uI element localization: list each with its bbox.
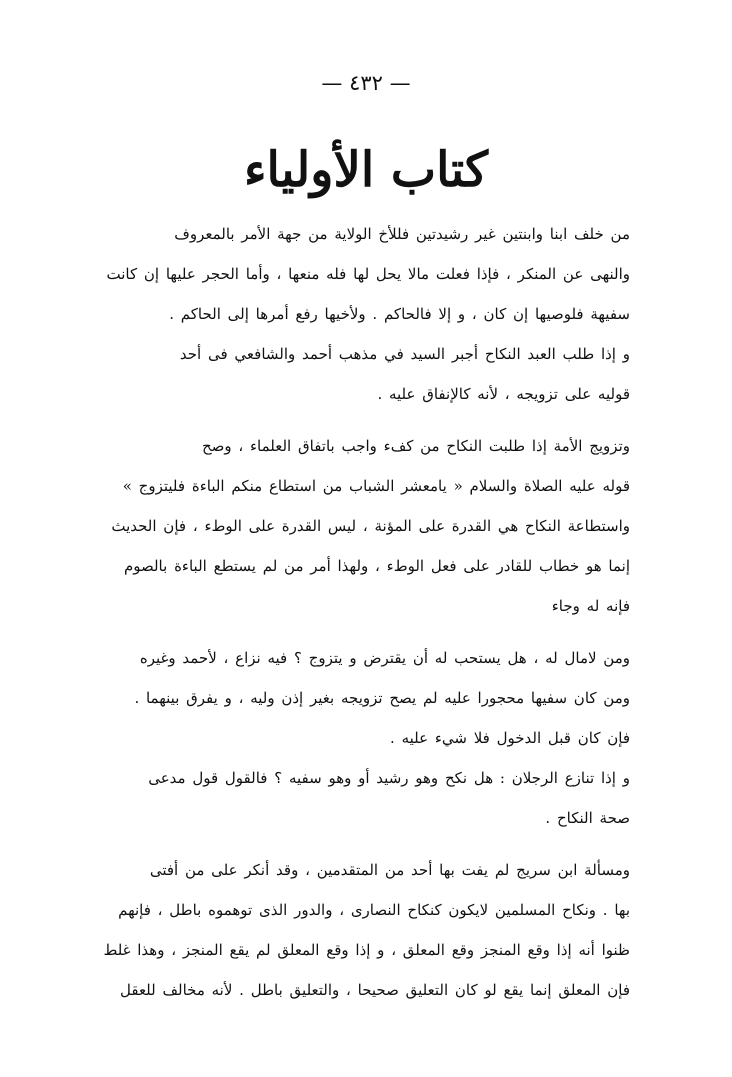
text-line: ظنوا أنه إذا وقع المنجز وقع المعلق ، و إذا وقع المعلق لم يقع المنجز ، وهذا غلط [103, 941, 630, 959]
text-line: فإن كان قبل الدخول فلا شيء عليه . [390, 729, 630, 747]
text-line: صحة النكاح . [545, 809, 630, 827]
chapter-title: كتاب الأولياء [243, 142, 489, 198]
text-line: من خلف ابنا وابنتين غير رشيدتين فللأخ الولاية من جهة الأمر بالمعروف [174, 225, 630, 243]
body-text [100, 214, 630, 1010]
text-line: ومسألة ابن سريج لم يفت بها أحد من المتقدمين ، وقد أنكر على من أفتى [149, 861, 630, 879]
text-line: قوليه على تزويجه ، لأنه كالإنفاق عليه . [377, 385, 630, 403]
page-number: — ٤٣٢ — [321, 71, 411, 95]
text-line: واستطاعة النكاح هي القدرة على المؤنة ، ليس القدرة على الوطء ، فإن الحديث [111, 517, 630, 535]
text-line: فإنه له وجاء [551, 597, 630, 615]
text-line: و إذا تنازع الرجلان : هل نكح وهو رشيد أو وهو سفيه ؟ فالقول قول مدعى [148, 769, 630, 787]
text-line: ومن لامال له ، هل يستحب له أن يقترض و يتزوج ؟ فيه نزاع ، لأحمد وغيره [139, 649, 630, 667]
text-line: سفيهة فلوصيها إن كان ، و إلا فالحاكم . ولأخيها رفع أمرها إلى الحاكم . [169, 305, 630, 323]
text-line: و إذا طلب العبد النكاح أجبر السيد في مذهب أحمد والشافعي فى أحد [179, 345, 630, 363]
text-line: فإن المعلق إنما يقع لو كان التعليق صحيحا ، والتعليق باطل . لأنه مخالف للعقل [120, 981, 630, 999]
text-line: قوله عليه الصلاة والسلام « يامعشر الشباب من استطاع منكم الباءة فليتزوج » [122, 477, 630, 495]
text-line: بها . ونكاح المسلمين لايكون كنكاح النصارى ، والدور الذى توهموه باطل ، فإنهم [118, 901, 630, 919]
text-line: ومن كان سفيها محجورا عليه لم يصح تزويجه بغير إذن وليه ، و يفرق بينهما . [134, 689, 630, 707]
text-line: وتزويج الأمة إذا طلبت النكاح من كفء واجب باتفاق العلماء ، وصح [201, 437, 630, 455]
text-line: إنما هو خطاب للقادر على فعل الوطء ، ولهذا أمر من لم يستطع الباءة بالصوم [123, 557, 630, 575]
text-line: والنهى عن المنكر ، فإذا فعلت مالا يحل لها فله منعها ، وأما الحجر عليها إن كانت [106, 265, 630, 283]
